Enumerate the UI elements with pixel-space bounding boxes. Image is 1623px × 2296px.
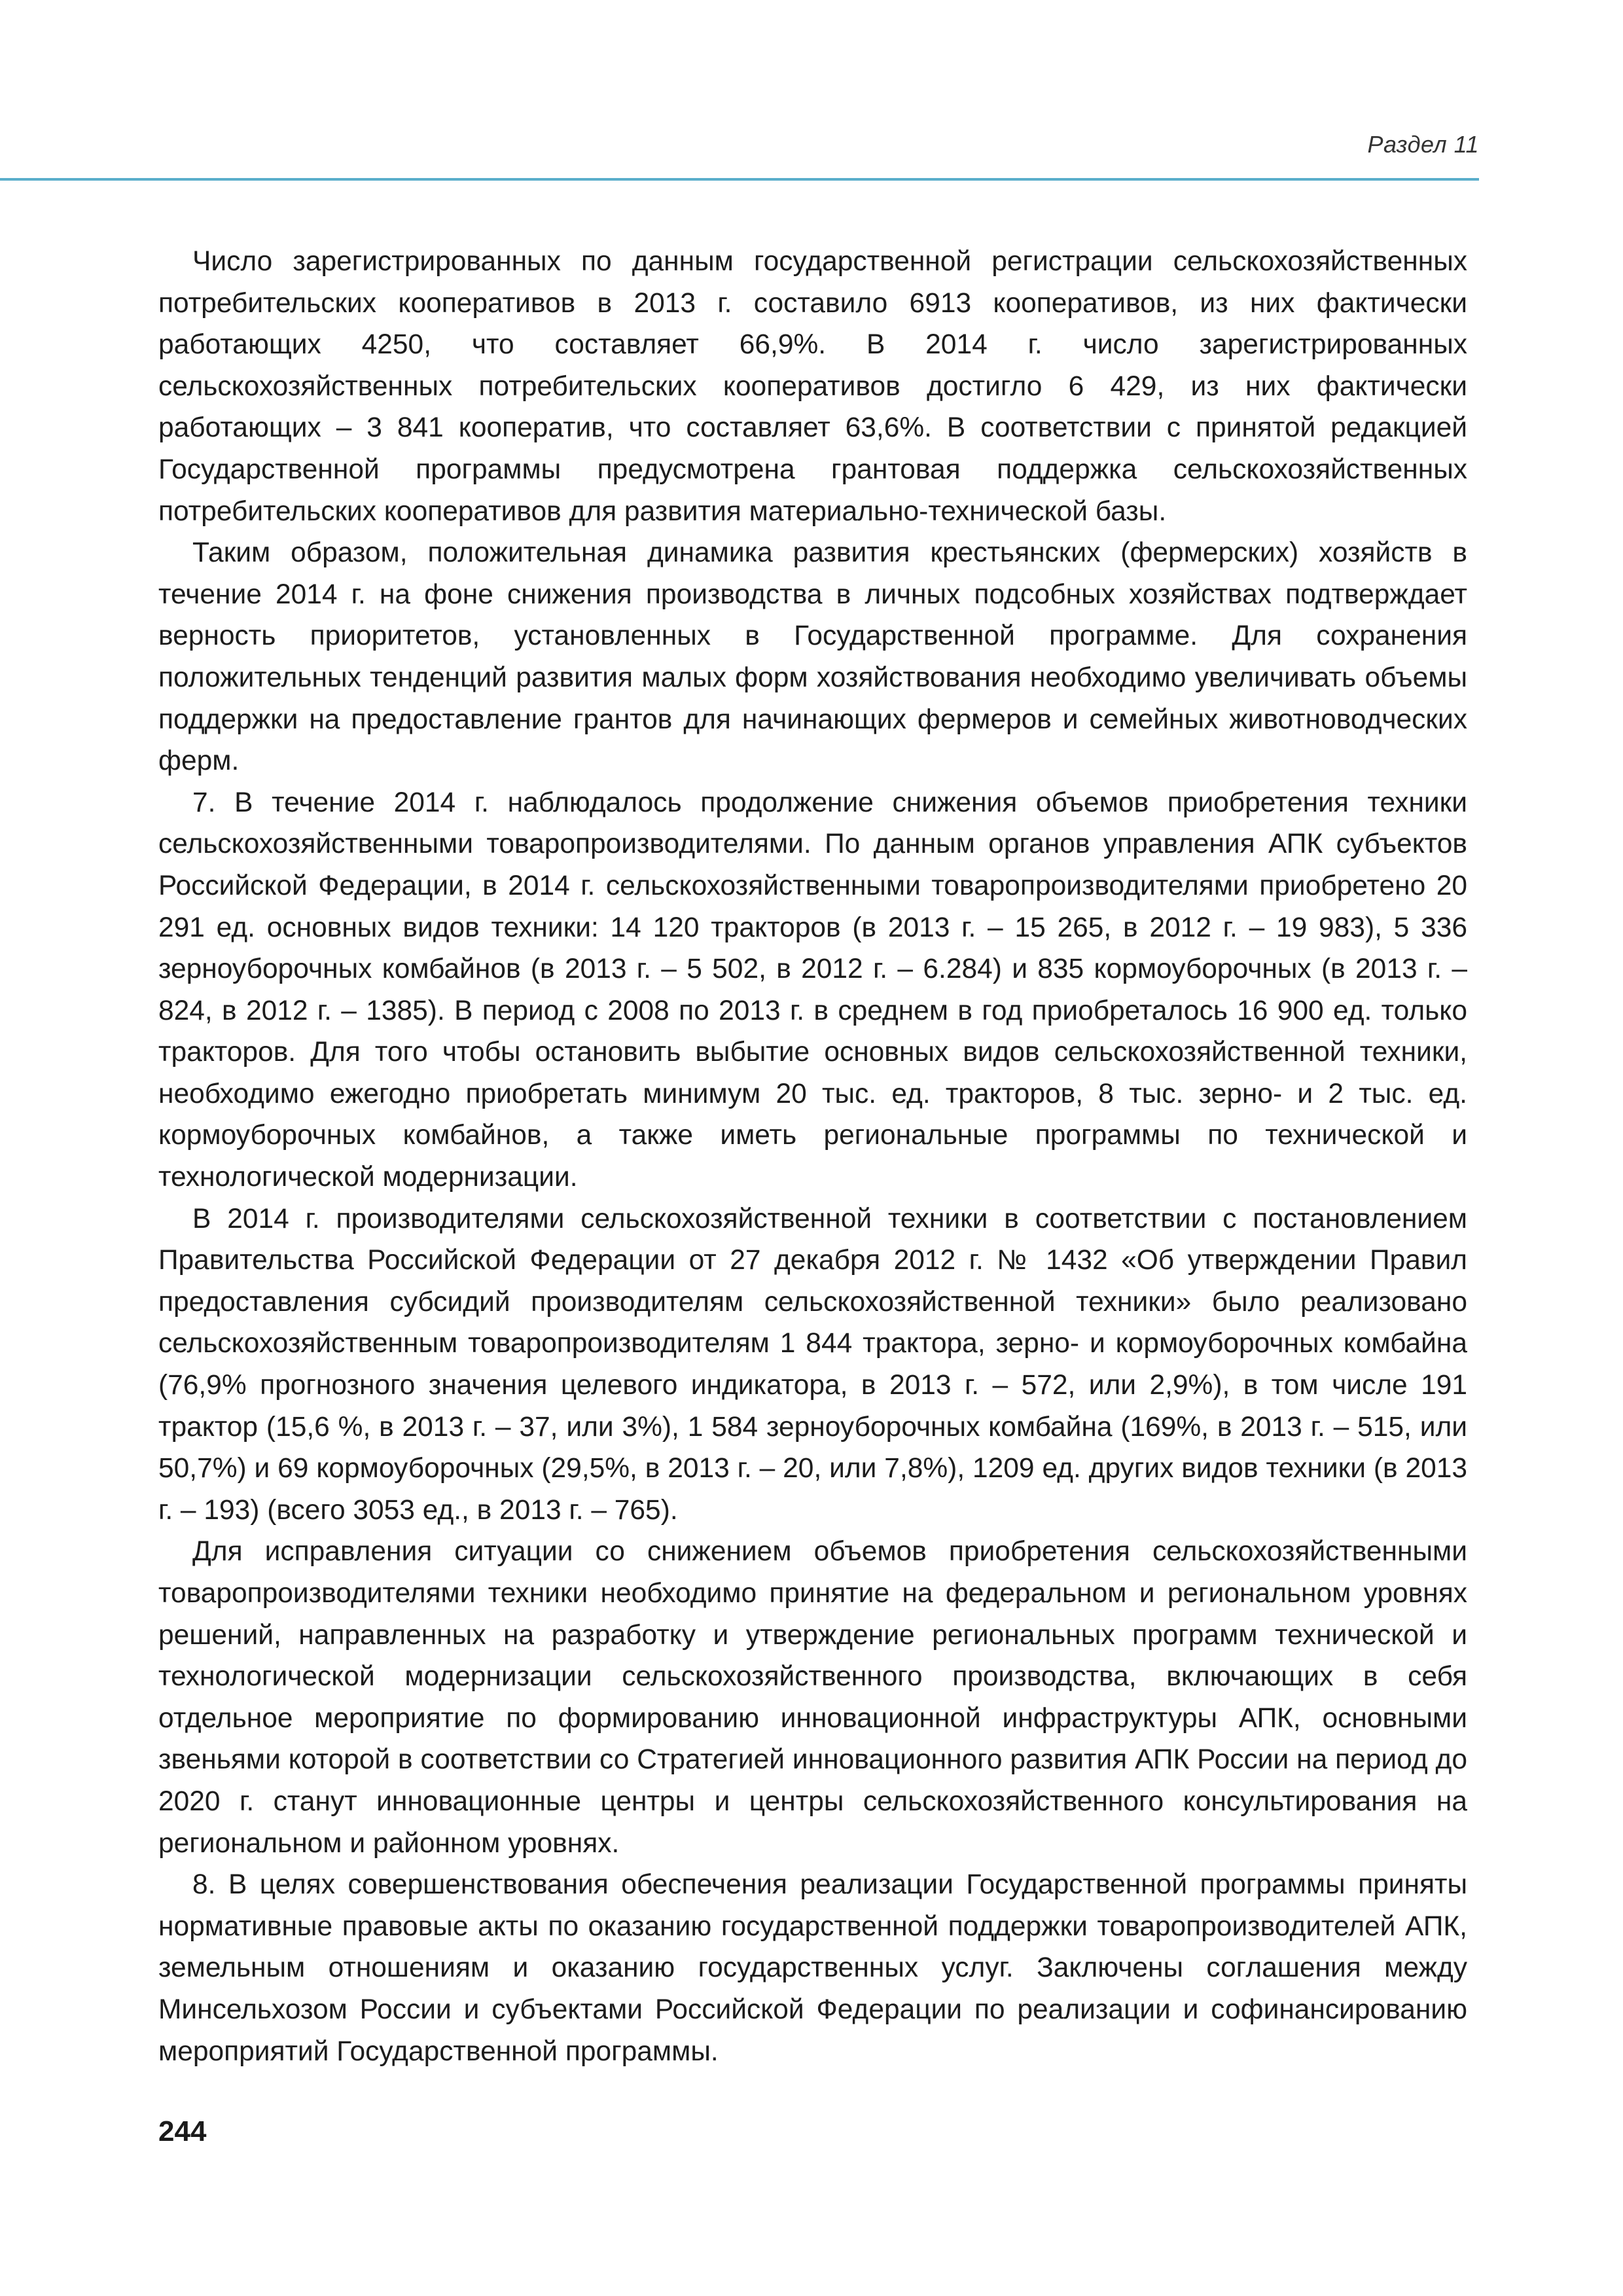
- paragraph-cooperatives: Число зарегистрированных по данным государственной регистрации сельскохозяйственных потребительских кооперативов в 2013 г. составило 6913 кооперативов, из них фактически работающих 4250, что составляет 66,9%. В 2014 г. число зарегистрированных сельскохозяйственных потребительских кооперативов достигло 6 429, из них фактически работающих – 3 841 кооператив, что составляет 63,6%. В соответствии с принятой редакцией Государственной программы предусмотрена грантовая поддержка сельскохозяйственных потребительских кооперативов для развития материально-технической базы.: [158, 246, 1467, 527]
- section-label: Раздел 11: [1367, 131, 1479, 158]
- header-rule: [0, 178, 1479, 181]
- paragraph-regulations: 8. В целях совершенствования обеспечения реализации Государственной программы приняты нормативные правовые акты по оказанию государственной поддержки товаропроизводителей АПК, земельным отношениям и оказанию государственных услуг. Заключены соглашения между Минсельхозом России и субъектами Российской Федерации по реализации и софинансированию мероприятий Государственной программы.: [158, 1869, 1467, 2067]
- paragraph-farm-dynamics: Таким образом, положительная динамика развития крестьянских (фермерских) хозяйств в течение 2014 г. на фоне снижения производства в личных подсобных хозяйствах подтверждает верность приоритетов, установленных в Государственной программе. Для сохранения положительных тенденций развития малых форм хозяйствования необходимо увеличивать объемы поддержки на предоставление грантов для начинающих фермеров и семейных животноводческих ферм.: [158, 537, 1467, 777]
- paragraph-modernization: Для исправления ситуации со снижением объемов приобретения сельскохозяйственными товаропроизводителями техники необходимо принятие на федеральном и региональном уровнях решений, направленных на разработку и утверждение региональных программ технической и технологической модернизации сельскохозяйственного производства, включающих в себя отдельное мероприятие по формированию инновационной инфраструктуры АПК, основными звеньями которой в соответствии со Стратегией инновационного развития АПК России на период до 2020 г. станут инновационные центры и центры сельскохозяйственного консультирования на региональном и районном уровнях.: [158, 1536, 1467, 1859]
- page-number: 244: [158, 2115, 207, 2147]
- paragraph-machinery-purchases: 7. В течение 2014 г. наблюдалось продолжение снижения объемов приобретения техники сельскохозяйственными товаропроизводителями. По данным органов управления АПК субъектов Российской Федерации, в 2014 г. сельскохозяйственными товаропроизводителями приобретено 20 291 ед. основных видов техники: 14 120 тракторов (в 2013 г. – 15 265, в 2012 г. – 19 983), 5 336 зерноуборочных комбайнов (в 2013 г. – 5 502, в 2012 г. – 6.284) и 835 кормоуборочных (в 2013 г. – 824, в 2012 г. – 1385). В период с 2008 по 2013 г. в среднем в год приобреталось 16 900 ед. только тракторов. Для того чтобы остановить выбытие основных видов сельскохозяйственной техники, необходимо ежегодно приобретать минимум 20 тыс. ед. тракторов, 8 тыс. зерно- и 2 тыс. ед. кормоуборочных комбайнов, а также иметь региональные программы по технической и технологической модернизации.: [158, 787, 1467, 1193]
- paragraph-machinery-subsidies: В 2014 г. производителями сельскохозяйственной техники в соответствии с постановлением Правительства Российской Федерации от 27 декабря 2012 г. № 1432 «Об утверждении Правил предоставления субсидий производителям сельскохозяйственной техники» было реализовано сельскохозяйственным товаропроизводителям 1 844 трактора, зерно- и кормоуборочных комбайна (76,9% прогнозного значения целевого индикатора, в 2013 г. – 572, или 2,9%), в том числе 191 трактор (15,6 %, в 2013 г. – 37, или 3%), 1 584 зерноуборочных комбайна (169%, в 2013 г. – 515, или 50,7%) и 69 кормоуборочных (29,5%, в 2013 г. – 20, или 7,8%), 1209 ед. других видов техники (в 2013 г. – 193) (всего 3053 ед., в 2013 г. – 765).: [158, 1203, 1467, 1526]
- page-header: [0, 0, 1623, 183]
- body-text: [158, 241, 1467, 2072]
